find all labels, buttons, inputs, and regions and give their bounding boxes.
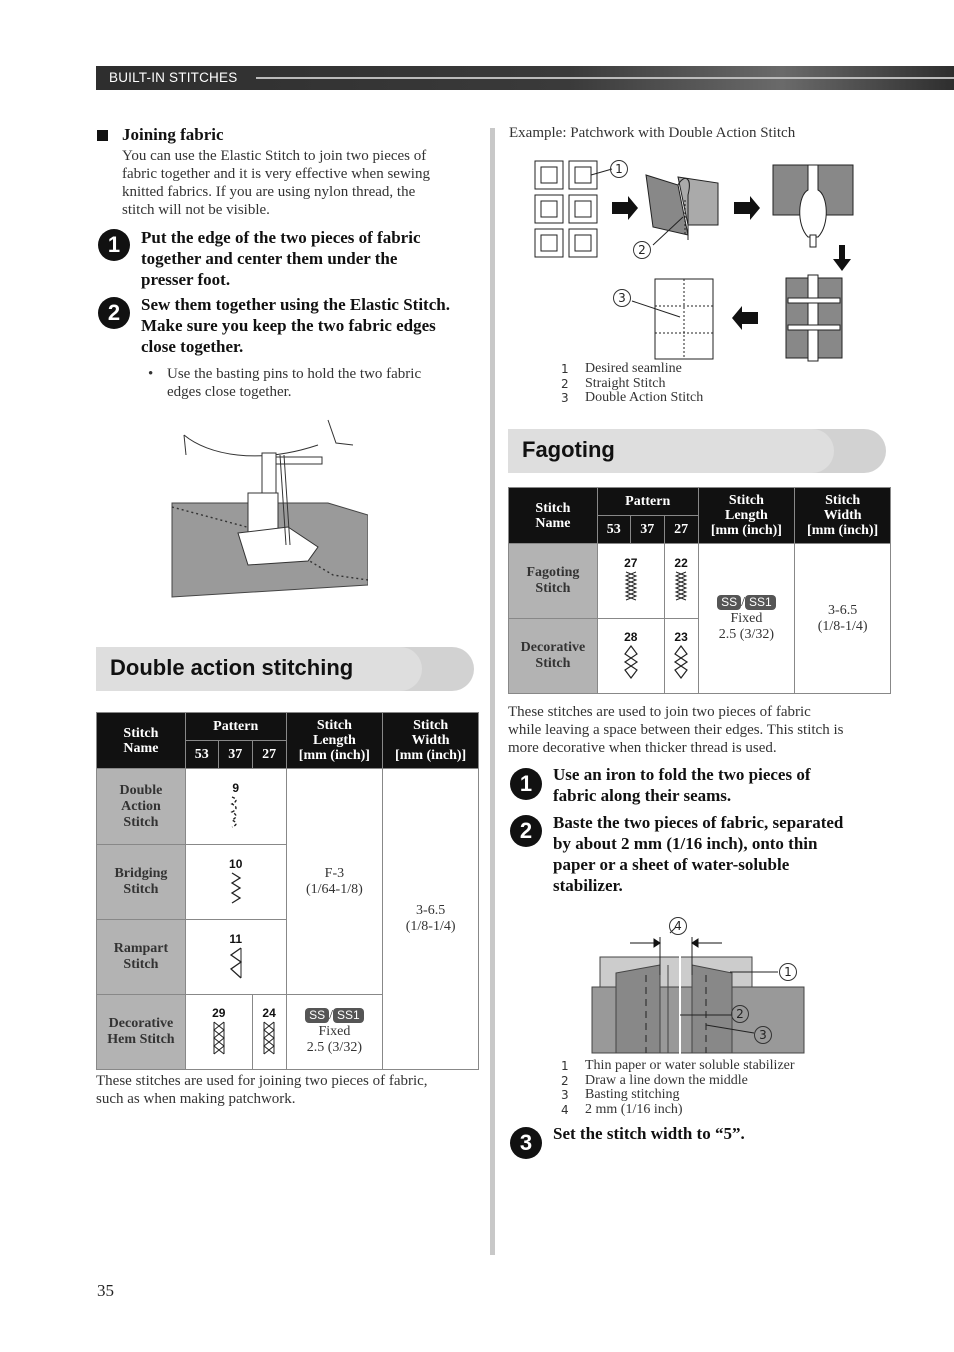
ss1-key-icon: SS1 xyxy=(333,1008,364,1023)
square-bullet-icon xyxy=(97,130,108,141)
pattern-cell-27: 27 xyxy=(597,544,664,619)
fagoting-stitch-icon-27 xyxy=(674,571,688,603)
fag-model-37: 37 xyxy=(630,516,664,544)
model-27: 27 xyxy=(252,741,286,769)
ss-key-icon: SS xyxy=(305,1008,329,1023)
decorative-stitch-icon-27 xyxy=(673,645,689,679)
fagoting-caption: These stitches are used to join two pieces of fabric while leaving a space between their edges. This stitch is more decorative when thicker thread is used. xyxy=(508,704,844,756)
double-action-table xyxy=(96,712,479,1070)
fagoting-section-header xyxy=(508,429,886,473)
pattern-cell-10: 10 xyxy=(185,845,286,920)
length-cell-f3: F-3 (1/64-1/8) xyxy=(286,769,383,995)
bridging-stitch-icon xyxy=(229,872,243,904)
model-53: 53 xyxy=(185,741,218,769)
decorative-hem-stitch-icon-27 xyxy=(262,1021,276,1055)
fag-width-cell: 3-6.5 (1/8-1/4) xyxy=(795,544,891,694)
joining-step-2: Sew them together using the Elastic Stitch. Make sure you keep the two fabric edges close together. xyxy=(141,295,450,356)
fagoting-legend: 1 Thin paper or water soluble stabilizer 2 Draw a line down the middle 3 Basting stitching 4 2 mm (1/16 inch) xyxy=(561,1058,795,1117)
header-pattern: Pattern xyxy=(185,713,286,741)
step-badge-2: 2 xyxy=(98,297,130,329)
fagoting-callout-3: 3 xyxy=(754,1026,772,1044)
header-stitch-width: Stitch Width [mm (inch)] xyxy=(383,713,479,769)
stitch-name-decorative-hem: Decorative Hem Stitch xyxy=(97,995,186,1070)
patchwork-diagram xyxy=(528,155,868,365)
patchwork-callout-2: 2 xyxy=(633,241,651,259)
fagoting-step-2: Baste the two pieces of fabric, separated by about 2 mm (1/16 inch), onto thin paper or a sheet of water-soluble stabilizer. xyxy=(553,813,844,895)
patchwork-example-label: Example: Patchwork with Double Action Stitch xyxy=(509,125,796,141)
fagoting-callout-1: 1 xyxy=(779,963,797,981)
header-stitch-length: Stitch Length [mm (inch)] xyxy=(286,713,383,769)
joining-heading: Joining fabric xyxy=(97,125,224,145)
fag-step-badge-3: 3 xyxy=(510,1127,542,1159)
step-badge-1: 1 xyxy=(98,229,130,261)
fag-ss1-key-icon: SS1 xyxy=(745,595,776,610)
fag-step-badge-2: 2 xyxy=(510,815,542,847)
header-section-label: BUILT-IN STITCHES xyxy=(109,70,238,85)
fag-step-badge-1: 1 xyxy=(510,768,542,800)
double-action-caption: These stitches are used for joining two pieces of fabric, such as when making patchwork. xyxy=(96,1073,428,1107)
stitch-name-rampart: Rampart Stitch xyxy=(97,920,186,995)
length-cell-fixed: SS / SS1 Fixed 2.5 (3/32) xyxy=(286,995,383,1070)
joining-intro: You can use the Elastic Stitch to join two pieces of fabric together and it is very effective when sewing knitted fabrics. If you are using nylon thread, the stitch will not be visible. xyxy=(122,148,430,218)
pattern-cell-24: 24 xyxy=(252,995,286,1070)
double-action-stitch-icon xyxy=(229,796,243,828)
fagoting-stitch-icon xyxy=(624,571,638,603)
fagoting-callout-2: 2 xyxy=(731,1005,749,1023)
page-number: 35 xyxy=(97,1281,114,1300)
stitch-name-decorative: Decorative Stitch xyxy=(509,619,598,694)
pattern-cell-22: 22 xyxy=(664,544,698,619)
decorative-stitch-icon xyxy=(623,645,639,679)
pattern-cell-11: 11 xyxy=(185,920,286,995)
patchwork-callout-1: 1 xyxy=(610,160,628,178)
pattern-cell-28: 28 xyxy=(597,619,664,694)
header-bar xyxy=(96,66,954,90)
patchwork-callout-3: 3 xyxy=(613,289,631,307)
joining-step-1: Put the edge of the two pieces of fabric together and center them under the presser foot. xyxy=(141,228,421,289)
fag-header-stitch-length: Stitch Length [mm (inch)] xyxy=(698,488,795,544)
fag-ss-key-icon: SS xyxy=(717,595,741,610)
column-divider xyxy=(490,128,495,1255)
presser-foot-illustration xyxy=(168,415,368,600)
fagoting-step-1: Use an iron to fold the two pieces of fabric along their seams. xyxy=(553,765,811,805)
header-stitch-name: Stitch Name xyxy=(97,713,186,769)
pattern-cell-23: 23 xyxy=(664,619,698,694)
model-37: 37 xyxy=(218,741,252,769)
rampart-stitch-icon xyxy=(228,947,244,979)
fag-header-stitch-width: Stitch Width [mm (inch)] xyxy=(795,488,891,544)
joining-bullet: • Use the basting pins to hold the two fabric edges close together. xyxy=(148,366,422,400)
fagoting-table xyxy=(508,487,891,694)
fag-model-53: 53 xyxy=(597,516,630,544)
patchwork-legend: 1 Desired seamline 2 Straight Stitch 3 Double Action Stitch xyxy=(561,361,704,405)
width-cell: 3-6.5 (1/8-1/4) xyxy=(383,769,479,1070)
double-action-title: Double action stitching xyxy=(110,655,354,680)
stitch-name-fagoting: Fagoting Stitch xyxy=(509,544,598,619)
double-action-section-header xyxy=(96,647,474,691)
stitch-name-double-action: Double Action Stitch xyxy=(97,769,186,845)
fagoting-title: Fagoting xyxy=(522,437,615,462)
stitch-name-bridging: Bridging Stitch xyxy=(97,845,186,920)
fagoting-callout-4: 4 xyxy=(669,917,687,935)
fag-header-pattern: Pattern xyxy=(597,488,698,516)
pattern-cell-9: 9 xyxy=(185,769,286,845)
fag-header-stitch-name: Stitch Name xyxy=(509,488,598,544)
pattern-cell-29: 29 xyxy=(185,995,252,1070)
fagoting-diagram xyxy=(590,915,805,1055)
decorative-hem-stitch-icon xyxy=(212,1021,226,1055)
fag-model-27: 27 xyxy=(664,516,698,544)
fagoting-step-3: Set the stitch width to “5”. xyxy=(553,1124,745,1143)
fag-length-cell: SS / SS1 Fixed 2.5 (3/32) xyxy=(698,544,795,694)
